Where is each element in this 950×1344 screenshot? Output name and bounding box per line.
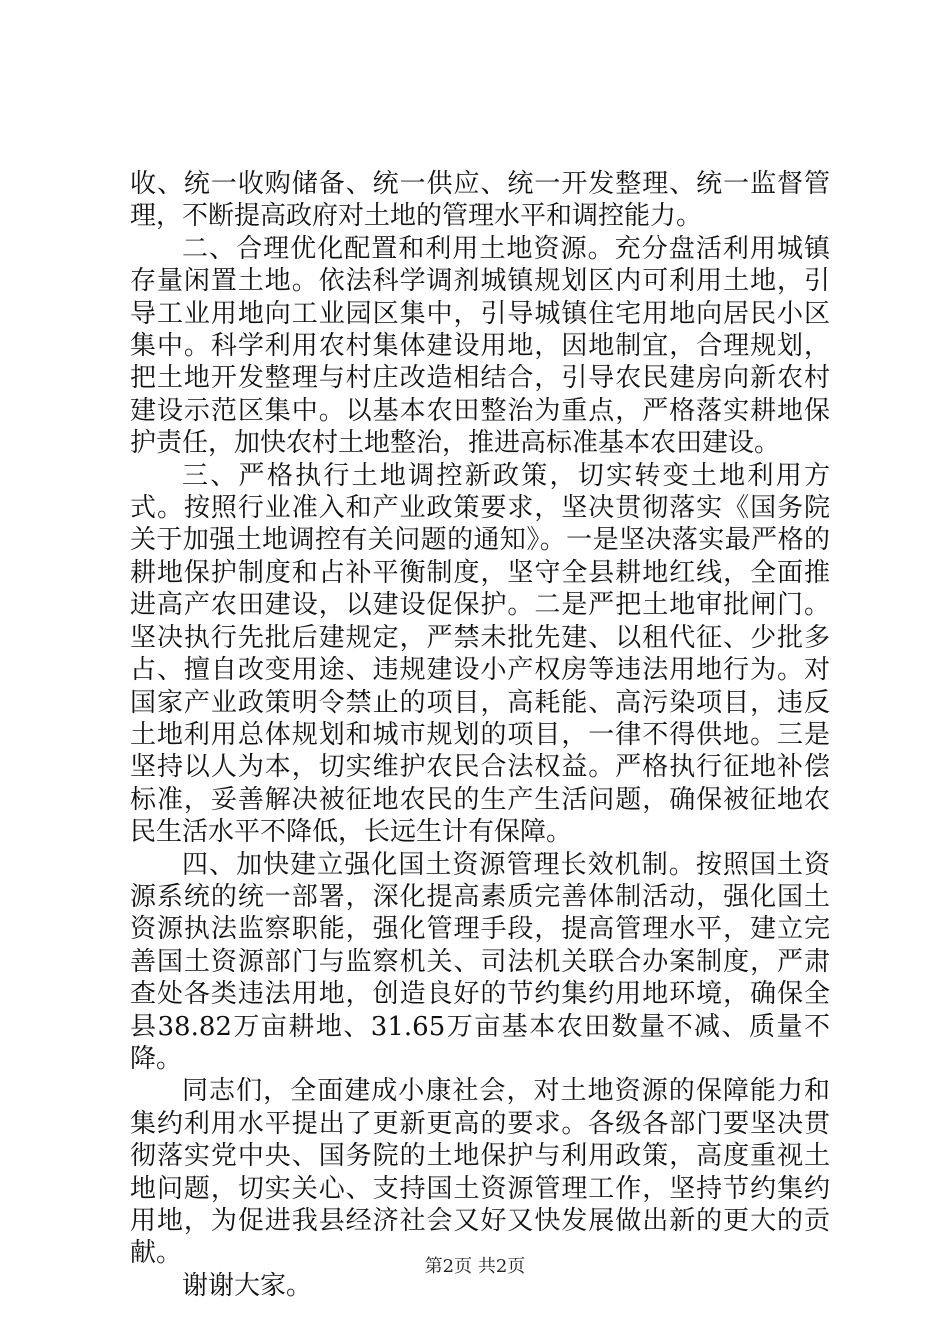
paragraph-thanks: 谢谢大家。: [182, 1270, 313, 1301]
page-footer: [0, 1256, 950, 1278]
paragraph-continuation: 收、统一收购储备、统一供应、统一开发整理、统一监督管理，不断提高政府对土地的管理水平和调控能力。: [130, 169, 830, 232]
document-body: [130, 168, 830, 1302]
paragraph-section-three: 三、严格执行土地调控新政策，切实转变土地利用方式。按照行业准入和产业政策要求，坚决贯彻落实《国务院关于加强土地调控有关问题的通知》。一是坚决落实最严格的耕地保护制度和占补平衡制度，坚守全县耕地红线，全面推进高产农田建设，以建设促保护。二是严把土地审批闸门。坚决执行先批后建规定，严禁未批先建、以租代征、少批多占、擅自改变用途、违规建设小产权房等违法用地行为。对国家产业政策明令禁止的项目，高耗能、高污染项目，违反土地利用总体规划和城市规划的项目，一律不得供地。三是坚持以人为本，切实维护农民合法权益。严格执行征地补偿标准，妥善解决被征地农民的生产生活问题，确保被征地农民生活水平不降低，长远生计有保障。: [130, 460, 830, 848]
page-number: 第2页 共2页: [424, 1256, 526, 1277]
paragraph-closing: 同志们，全面建成小康社会，对土地资源的保障能力和集约利用水平提出了更新更高的要求。各级各部门要坚决贯彻落实党中央、国务院的土地保护与利用政策，高度重视土地问题，切实关心、支持国土资源管理工作，坚持节约集约用地，为促进我县经济社会又好又快发展做出新的更大的贡献。: [130, 1076, 830, 1269]
paragraph-section-four: 四、加快建立强化国土资源管理长效机制。按照国土资源系统的统一部署，深化提高素质完善体制活动，强化国土资源执法监察职能，强化管理手段，提高管理水平，建立完善国土资源部门与监察机关、司法机关联合办案制度，严肃查处各类违法用地，创造良好的节约集约用地环境，确保全县38.82万亩耕地、31.65万亩基本农田数量不减、质量不降。: [130, 849, 830, 1074]
paragraph-section-two: 二、合理优化配置和利用土地资源。充分盘活利用城镇存量闲置土地。依法科学调剂城镇规划区内可利用土地，引导工业用地向工业园区集中，引导城镇住宅用地向居民小区集中。科学利用农村集体建设用地，因地制宜，合理规划，把土地开发整理与村庄改造相结合，引导农民建房向新农村建设示范区集中。以基本农田整治为重点，严格落实耕地保护责任，加快农村土地整治，推进高标准基本农田建设。: [130, 233, 830, 459]
